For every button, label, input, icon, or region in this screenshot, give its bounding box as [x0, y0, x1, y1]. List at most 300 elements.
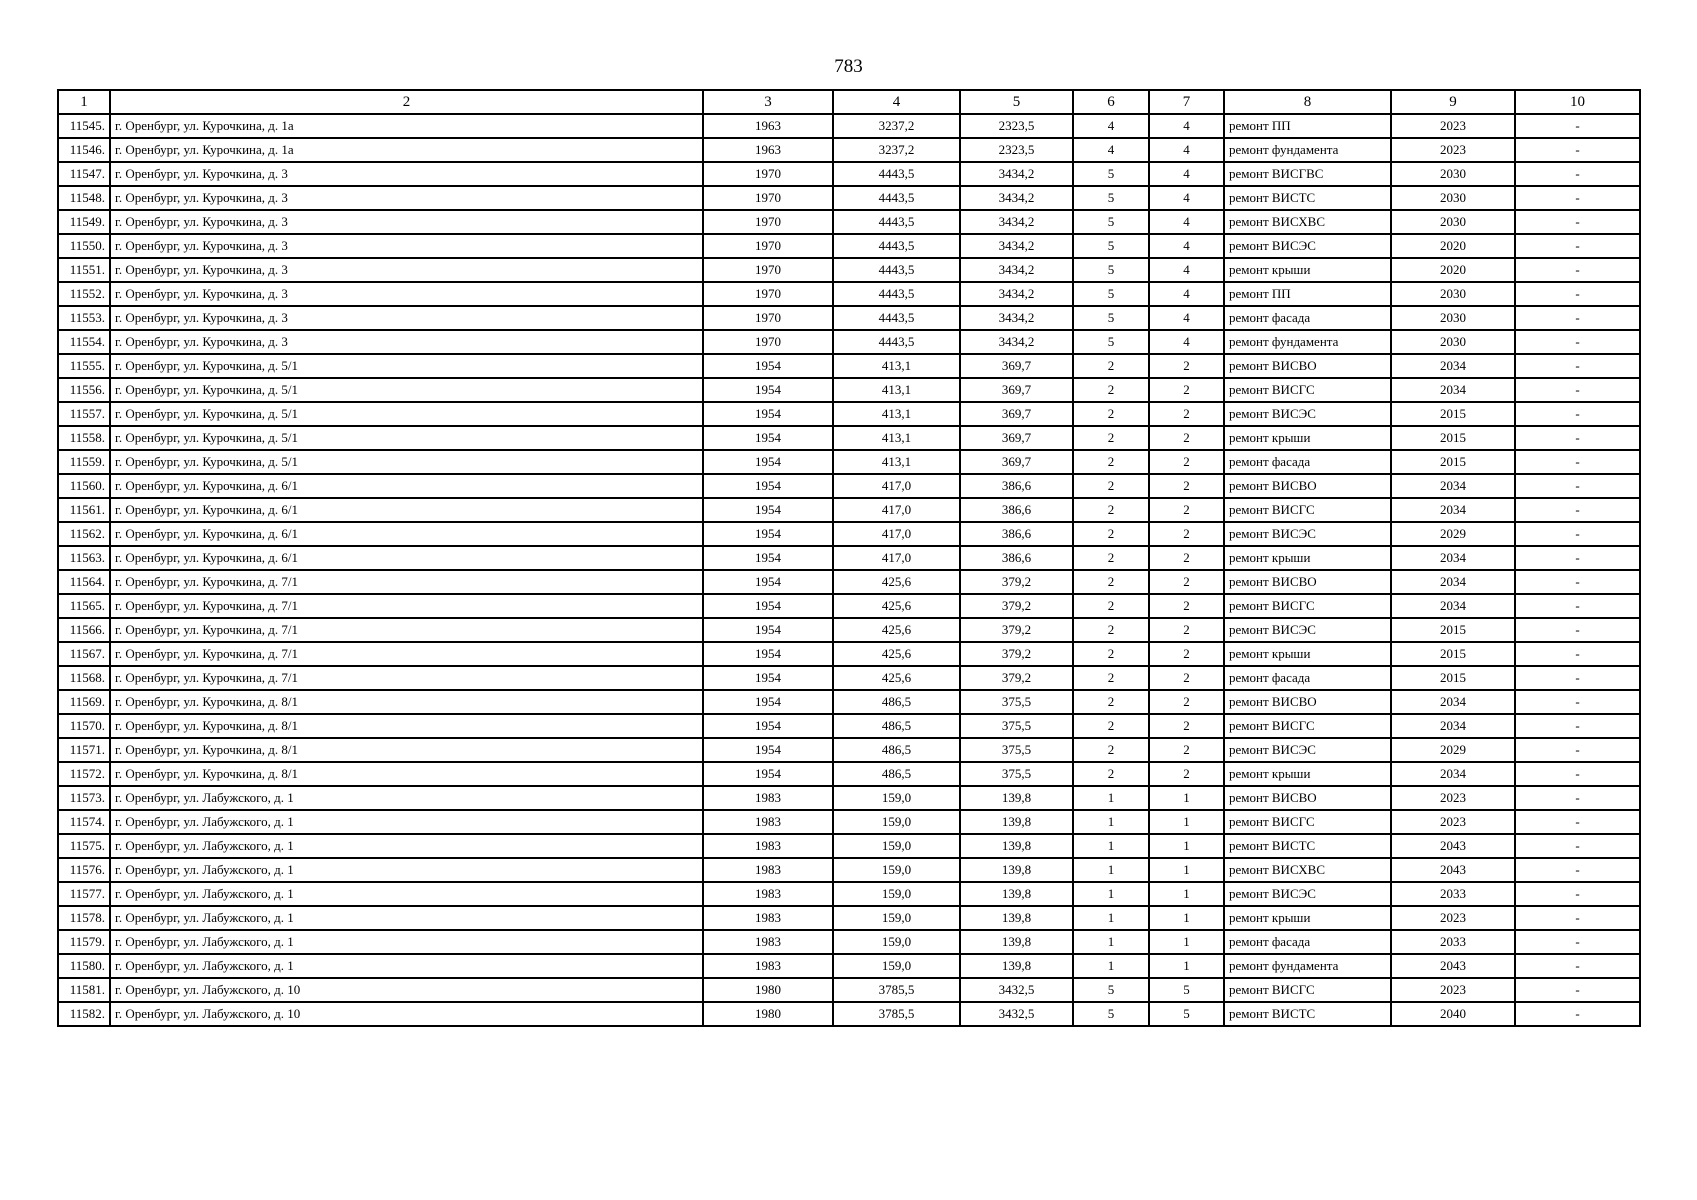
floors-cell: 2	[1073, 426, 1149, 450]
table-row	[58, 402, 1640, 426]
row-number-cell: 11560.	[58, 474, 110, 498]
work-type-cell: ремонт крыши	[1224, 642, 1391, 666]
address-cell: г. Оренбург, ул. Курочкина, д. 3	[110, 162, 703, 186]
floors-cell: 5	[1073, 1002, 1149, 1026]
address-cell: г. Оренбург, ул. Курочкина, д. 3	[110, 258, 703, 282]
note-cell: -	[1515, 690, 1640, 714]
note-cell: -	[1515, 354, 1640, 378]
work-type-cell: ремонт крыши	[1224, 762, 1391, 786]
column-header: 2	[110, 90, 703, 114]
address-cell: г. Оренбург, ул. Курочкина, д. 8/1	[110, 690, 703, 714]
repair-registry-table	[57, 89, 1641, 1027]
floors-cell: 4	[1073, 138, 1149, 162]
work-type-cell: ремонт ВИСЭС	[1224, 402, 1391, 426]
year-cell: 1983	[703, 954, 833, 978]
total-area-cell: 159,0	[833, 786, 960, 810]
table-row	[58, 906, 1640, 930]
floors-cell: 1	[1073, 954, 1149, 978]
floors-cell: 2	[1073, 738, 1149, 762]
work-type-cell: ремонт ВИСТС	[1224, 186, 1391, 210]
living-area-cell: 379,2	[960, 618, 1073, 642]
planned-year-cell: 2030	[1391, 210, 1515, 234]
living-area-cell: 139,8	[960, 906, 1073, 930]
work-type-cell: ремонт фасада	[1224, 666, 1391, 690]
address-cell: г. Оренбург, ул. Лабужского, д. 1	[110, 930, 703, 954]
table-row	[58, 378, 1640, 402]
year-cell: 1970	[703, 162, 833, 186]
work-type-cell: ремонт фундамента	[1224, 954, 1391, 978]
table-row	[58, 618, 1640, 642]
entrances-cell: 4	[1149, 282, 1224, 306]
work-type-cell: ремонт фундамента	[1224, 330, 1391, 354]
note-cell: -	[1515, 786, 1640, 810]
address-cell: г. Оренбург, ул. Курочкина, д. 8/1	[110, 738, 703, 762]
floors-cell: 2	[1073, 354, 1149, 378]
planned-year-cell: 2029	[1391, 738, 1515, 762]
planned-year-cell: 2033	[1391, 882, 1515, 906]
row-number-cell: 11564.	[58, 570, 110, 594]
floors-cell: 2	[1073, 618, 1149, 642]
planned-year-cell: 2043	[1391, 858, 1515, 882]
row-number-cell: 11549.	[58, 210, 110, 234]
entrances-cell: 2	[1149, 498, 1224, 522]
note-cell: -	[1515, 138, 1640, 162]
entrances-cell: 4	[1149, 114, 1224, 138]
year-cell: 1954	[703, 762, 833, 786]
entrances-cell: 4	[1149, 210, 1224, 234]
work-type-cell: ремонт ВИСВО	[1224, 690, 1391, 714]
table-row	[58, 882, 1640, 906]
living-area-cell: 3432,5	[960, 1002, 1073, 1026]
total-area-cell: 417,0	[833, 498, 960, 522]
living-area-cell: 3434,2	[960, 210, 1073, 234]
living-area-cell: 379,2	[960, 594, 1073, 618]
floors-cell: 2	[1073, 570, 1149, 594]
entrances-cell: 2	[1149, 450, 1224, 474]
address-cell: г. Оренбург, ул. Курочкина, д. 3	[110, 234, 703, 258]
address-cell: г. Оренбург, ул. Курочкина, д. 7/1	[110, 666, 703, 690]
total-area-cell: 417,0	[833, 474, 960, 498]
year-cell: 1970	[703, 306, 833, 330]
living-area-cell: 375,5	[960, 714, 1073, 738]
year-cell: 1983	[703, 906, 833, 930]
work-type-cell: ремонт ВИСГС	[1224, 378, 1391, 402]
work-type-cell: ремонт ВИСЭС	[1224, 882, 1391, 906]
floors-cell: 5	[1073, 234, 1149, 258]
table-row	[58, 450, 1640, 474]
entrances-cell: 2	[1149, 714, 1224, 738]
table-row	[58, 474, 1640, 498]
table-row	[58, 810, 1640, 834]
entrances-cell: 1	[1149, 930, 1224, 954]
year-cell: 1980	[703, 978, 833, 1002]
work-type-cell: ремонт ВИСВО	[1224, 570, 1391, 594]
address-cell: г. Оренбург, ул. Лабужского, д. 10	[110, 978, 703, 1002]
address-cell: г. Оренбург, ул. Курочкина, д. 8/1	[110, 762, 703, 786]
total-area-cell: 425,6	[833, 594, 960, 618]
note-cell: -	[1515, 1002, 1640, 1026]
floors-cell: 2	[1073, 642, 1149, 666]
year-cell: 1954	[703, 498, 833, 522]
address-cell: г. Оренбург, ул. Курочкина, д. 7/1	[110, 570, 703, 594]
row-number-cell: 11567.	[58, 642, 110, 666]
note-cell: -	[1515, 114, 1640, 138]
note-cell: -	[1515, 570, 1640, 594]
living-area-cell: 3432,5	[960, 978, 1073, 1002]
entrances-cell: 2	[1149, 738, 1224, 762]
table-row	[58, 570, 1640, 594]
note-cell: -	[1515, 234, 1640, 258]
year-cell: 1983	[703, 930, 833, 954]
row-number-cell: 11566.	[58, 618, 110, 642]
work-type-cell: ремонт ВИСХВС	[1224, 858, 1391, 882]
row-number-cell: 11563.	[58, 546, 110, 570]
floors-cell: 2	[1073, 498, 1149, 522]
row-number-cell: 11552.	[58, 282, 110, 306]
note-cell: -	[1515, 162, 1640, 186]
entrances-cell: 4	[1149, 186, 1224, 210]
table-row	[58, 546, 1640, 570]
work-type-cell: ремонт ВИСХВС	[1224, 210, 1391, 234]
living-area-cell: 386,6	[960, 498, 1073, 522]
table-row	[58, 498, 1640, 522]
row-number-cell: 11556.	[58, 378, 110, 402]
entrances-cell: 4	[1149, 306, 1224, 330]
floors-cell: 2	[1073, 594, 1149, 618]
note-cell: -	[1515, 330, 1640, 354]
total-area-cell: 3785,5	[833, 978, 960, 1002]
living-area-cell: 3434,2	[960, 330, 1073, 354]
year-cell: 1954	[703, 378, 833, 402]
planned-year-cell: 2023	[1391, 906, 1515, 930]
address-cell: г. Оренбург, ул. Курочкина, д. 5/1	[110, 402, 703, 426]
year-cell: 1970	[703, 234, 833, 258]
row-number-cell: 11546.	[58, 138, 110, 162]
row-number-cell: 11580.	[58, 954, 110, 978]
living-area-cell: 369,7	[960, 402, 1073, 426]
year-cell: 1983	[703, 810, 833, 834]
column-header: 7	[1149, 90, 1224, 114]
living-area-cell: 386,6	[960, 474, 1073, 498]
planned-year-cell: 2023	[1391, 114, 1515, 138]
note-cell: -	[1515, 426, 1640, 450]
total-area-cell: 159,0	[833, 930, 960, 954]
table-row	[58, 354, 1640, 378]
table-row	[58, 210, 1640, 234]
entrances-cell: 4	[1149, 234, 1224, 258]
row-number-cell: 11574.	[58, 810, 110, 834]
table-row	[58, 690, 1640, 714]
table-row	[58, 234, 1640, 258]
table-row	[58, 522, 1640, 546]
total-area-cell: 4443,5	[833, 258, 960, 282]
work-type-cell: ремонт фасада	[1224, 930, 1391, 954]
note-cell: -	[1515, 882, 1640, 906]
table-row	[58, 738, 1640, 762]
work-type-cell: ремонт ВИСЭС	[1224, 234, 1391, 258]
table-body	[58, 114, 1640, 1026]
living-area-cell: 139,8	[960, 834, 1073, 858]
floors-cell: 4	[1073, 114, 1149, 138]
year-cell: 1963	[703, 114, 833, 138]
living-area-cell: 375,5	[960, 738, 1073, 762]
address-cell: г. Оренбург, ул. Курочкина, д. 5/1	[110, 450, 703, 474]
year-cell: 1954	[703, 714, 833, 738]
year-cell: 1954	[703, 690, 833, 714]
note-cell: -	[1515, 762, 1640, 786]
floors-cell: 5	[1073, 330, 1149, 354]
year-cell: 1980	[703, 1002, 833, 1026]
total-area-cell: 486,5	[833, 762, 960, 786]
total-area-cell: 425,6	[833, 570, 960, 594]
table-row	[58, 258, 1640, 282]
total-area-cell: 413,1	[833, 354, 960, 378]
planned-year-cell: 2015	[1391, 666, 1515, 690]
living-area-cell: 3434,2	[960, 162, 1073, 186]
address-cell: г. Оренбург, ул. Курочкина, д. 3	[110, 186, 703, 210]
work-type-cell: ремонт крыши	[1224, 426, 1391, 450]
entrances-cell: 2	[1149, 378, 1224, 402]
planned-year-cell: 2030	[1391, 162, 1515, 186]
living-area-cell: 139,8	[960, 810, 1073, 834]
planned-year-cell: 2029	[1391, 522, 1515, 546]
column-header: 10	[1515, 90, 1640, 114]
planned-year-cell: 2034	[1391, 714, 1515, 738]
address-cell: г. Оренбург, ул. Лабужского, д. 1	[110, 858, 703, 882]
living-area-cell: 139,8	[960, 930, 1073, 954]
work-type-cell: ремонт крыши	[1224, 546, 1391, 570]
entrances-cell: 2	[1149, 522, 1224, 546]
work-type-cell: ремонт ВИСГС	[1224, 978, 1391, 1002]
entrances-cell: 4	[1149, 330, 1224, 354]
work-type-cell: ремонт ВИСГС	[1224, 714, 1391, 738]
note-cell: -	[1515, 306, 1640, 330]
year-cell: 1954	[703, 666, 833, 690]
total-area-cell: 159,0	[833, 906, 960, 930]
work-type-cell: ремонт ВИСЭС	[1224, 618, 1391, 642]
floors-cell: 2	[1073, 762, 1149, 786]
year-cell: 1954	[703, 522, 833, 546]
table-row	[58, 666, 1640, 690]
table-row	[58, 162, 1640, 186]
total-area-cell: 3785,5	[833, 1002, 960, 1026]
floors-cell: 1	[1073, 882, 1149, 906]
planned-year-cell: 2030	[1391, 306, 1515, 330]
year-cell: 1954	[703, 402, 833, 426]
planned-year-cell: 2034	[1391, 762, 1515, 786]
address-cell: г. Оренбург, ул. Курочкина, д. 3	[110, 282, 703, 306]
note-cell: -	[1515, 714, 1640, 738]
table-row	[58, 786, 1640, 810]
year-cell: 1954	[703, 618, 833, 642]
planned-year-cell: 2020	[1391, 258, 1515, 282]
work-type-cell: ремонт ВИСВО	[1224, 474, 1391, 498]
table-row	[58, 282, 1640, 306]
planned-year-cell: 2015	[1391, 642, 1515, 666]
address-cell: г. Оренбург, ул. Курочкина, д. 5/1	[110, 354, 703, 378]
year-cell: 1954	[703, 570, 833, 594]
planned-year-cell: 2033	[1391, 930, 1515, 954]
page-number: 783	[834, 56, 863, 77]
year-cell: 1970	[703, 330, 833, 354]
year-cell: 1954	[703, 546, 833, 570]
living-area-cell: 379,2	[960, 666, 1073, 690]
year-cell: 1970	[703, 258, 833, 282]
total-area-cell: 159,0	[833, 834, 960, 858]
work-type-cell: ремонт ВИСТС	[1224, 1002, 1391, 1026]
floors-cell: 1	[1073, 834, 1149, 858]
living-area-cell: 379,2	[960, 570, 1073, 594]
year-cell: 1983	[703, 858, 833, 882]
table-row	[58, 642, 1640, 666]
living-area-cell: 369,7	[960, 378, 1073, 402]
table-row	[58, 954, 1640, 978]
planned-year-cell: 2043	[1391, 954, 1515, 978]
year-cell: 1970	[703, 186, 833, 210]
note-cell: -	[1515, 474, 1640, 498]
total-area-cell: 417,0	[833, 522, 960, 546]
note-cell: -	[1515, 210, 1640, 234]
planned-year-cell: 2040	[1391, 1002, 1515, 1026]
address-cell: г. Оренбург, ул. Курочкина, д. 5/1	[110, 378, 703, 402]
table-row	[58, 306, 1640, 330]
row-number-cell: 11547.	[58, 162, 110, 186]
planned-year-cell: 2034	[1391, 474, 1515, 498]
floors-cell: 5	[1073, 282, 1149, 306]
note-cell: -	[1515, 546, 1640, 570]
floors-cell: 5	[1073, 978, 1149, 1002]
note-cell: -	[1515, 522, 1640, 546]
total-area-cell: 413,1	[833, 450, 960, 474]
note-cell: -	[1515, 834, 1640, 858]
floors-cell: 5	[1073, 186, 1149, 210]
address-cell: г. Оренбург, ул. Лабужского, д. 1	[110, 906, 703, 930]
living-area-cell: 375,5	[960, 690, 1073, 714]
row-number-cell: 11569.	[58, 690, 110, 714]
work-type-cell: ремонт фасада	[1224, 306, 1391, 330]
living-area-cell: 2323,5	[960, 138, 1073, 162]
year-cell: 1954	[703, 450, 833, 474]
address-cell: г. Оренбург, ул. Курочкина, д. 6/1	[110, 474, 703, 498]
address-cell: г. Оренбург, ул. Курочкина, д. 5/1	[110, 426, 703, 450]
entrances-cell: 2	[1149, 594, 1224, 618]
year-cell: 1970	[703, 282, 833, 306]
planned-year-cell: 2020	[1391, 234, 1515, 258]
floors-cell: 2	[1073, 474, 1149, 498]
year-cell: 1983	[703, 834, 833, 858]
address-cell: г. Оренбург, ул. Лабужского, д. 1	[110, 786, 703, 810]
total-area-cell: 486,5	[833, 738, 960, 762]
total-area-cell: 425,6	[833, 618, 960, 642]
note-cell: -	[1515, 186, 1640, 210]
planned-year-cell: 2034	[1391, 378, 1515, 402]
work-type-cell: ремонт ПП	[1224, 114, 1391, 138]
planned-year-cell: 2015	[1391, 618, 1515, 642]
entrances-cell: 2	[1149, 354, 1224, 378]
floors-cell: 2	[1073, 714, 1149, 738]
address-cell: г. Оренбург, ул. Лабужского, д. 1	[110, 834, 703, 858]
note-cell: -	[1515, 258, 1640, 282]
total-area-cell: 159,0	[833, 954, 960, 978]
planned-year-cell: 2043	[1391, 834, 1515, 858]
table-row	[58, 714, 1640, 738]
entrances-cell: 1	[1149, 810, 1224, 834]
year-cell: 1954	[703, 354, 833, 378]
row-number-cell: 11575.	[58, 834, 110, 858]
column-header: 5	[960, 90, 1073, 114]
address-cell: г. Оренбург, ул. Курочкина, д. 8/1	[110, 714, 703, 738]
total-area-cell: 486,5	[833, 690, 960, 714]
note-cell: -	[1515, 402, 1640, 426]
year-cell: 1954	[703, 738, 833, 762]
note-cell: -	[1515, 858, 1640, 882]
total-area-cell: 413,1	[833, 378, 960, 402]
row-number-cell: 11568.	[58, 666, 110, 690]
entrances-cell: 2	[1149, 546, 1224, 570]
address-cell: г. Оренбург, ул. Курочкина, д. 7/1	[110, 642, 703, 666]
planned-year-cell: 2015	[1391, 426, 1515, 450]
total-area-cell: 425,6	[833, 666, 960, 690]
planned-year-cell: 2034	[1391, 690, 1515, 714]
total-area-cell: 4443,5	[833, 162, 960, 186]
planned-year-cell: 2034	[1391, 354, 1515, 378]
entrances-cell: 4	[1149, 162, 1224, 186]
column-header: 9	[1391, 90, 1515, 114]
living-area-cell: 369,7	[960, 426, 1073, 450]
row-number-cell: 11572.	[58, 762, 110, 786]
table-row	[58, 594, 1640, 618]
planned-year-cell: 2023	[1391, 138, 1515, 162]
living-area-cell: 375,5	[960, 762, 1073, 786]
address-cell: г. Оренбург, ул. Курочкина, д. 7/1	[110, 594, 703, 618]
note-cell: -	[1515, 618, 1640, 642]
living-area-cell: 3434,2	[960, 186, 1073, 210]
note-cell: -	[1515, 594, 1640, 618]
work-type-cell: ремонт ВИСВО	[1224, 786, 1391, 810]
row-number-cell: 11555.	[58, 354, 110, 378]
floors-cell: 2	[1073, 522, 1149, 546]
total-area-cell: 159,0	[833, 810, 960, 834]
row-number-cell: 11558.	[58, 426, 110, 450]
row-number-cell: 11548.	[58, 186, 110, 210]
living-area-cell: 386,6	[960, 522, 1073, 546]
address-cell: г. Оренбург, ул. Курочкина, д. 7/1	[110, 618, 703, 642]
planned-year-cell: 2023	[1391, 786, 1515, 810]
row-number-cell: 11553.	[58, 306, 110, 330]
address-cell: г. Оренбург, ул. Курочкина, д. 6/1	[110, 522, 703, 546]
planned-year-cell: 2015	[1391, 402, 1515, 426]
living-area-cell: 139,8	[960, 882, 1073, 906]
entrances-cell: 2	[1149, 618, 1224, 642]
note-cell: -	[1515, 378, 1640, 402]
table-row	[58, 426, 1640, 450]
column-header: 8	[1224, 90, 1391, 114]
table-row	[58, 858, 1640, 882]
address-cell: г. Оренбург, ул. Лабужского, д. 1	[110, 810, 703, 834]
note-cell: -	[1515, 738, 1640, 762]
planned-year-cell: 2034	[1391, 594, 1515, 618]
address-cell: г. Оренбург, ул. Лабужского, д. 1	[110, 954, 703, 978]
total-area-cell: 413,1	[833, 426, 960, 450]
total-area-cell: 159,0	[833, 882, 960, 906]
entrances-cell: 2	[1149, 474, 1224, 498]
row-number-cell: 11561.	[58, 498, 110, 522]
note-cell: -	[1515, 450, 1640, 474]
floors-cell: 5	[1073, 162, 1149, 186]
table-row	[58, 186, 1640, 210]
row-number-cell: 11573.	[58, 786, 110, 810]
entrances-cell: 2	[1149, 570, 1224, 594]
